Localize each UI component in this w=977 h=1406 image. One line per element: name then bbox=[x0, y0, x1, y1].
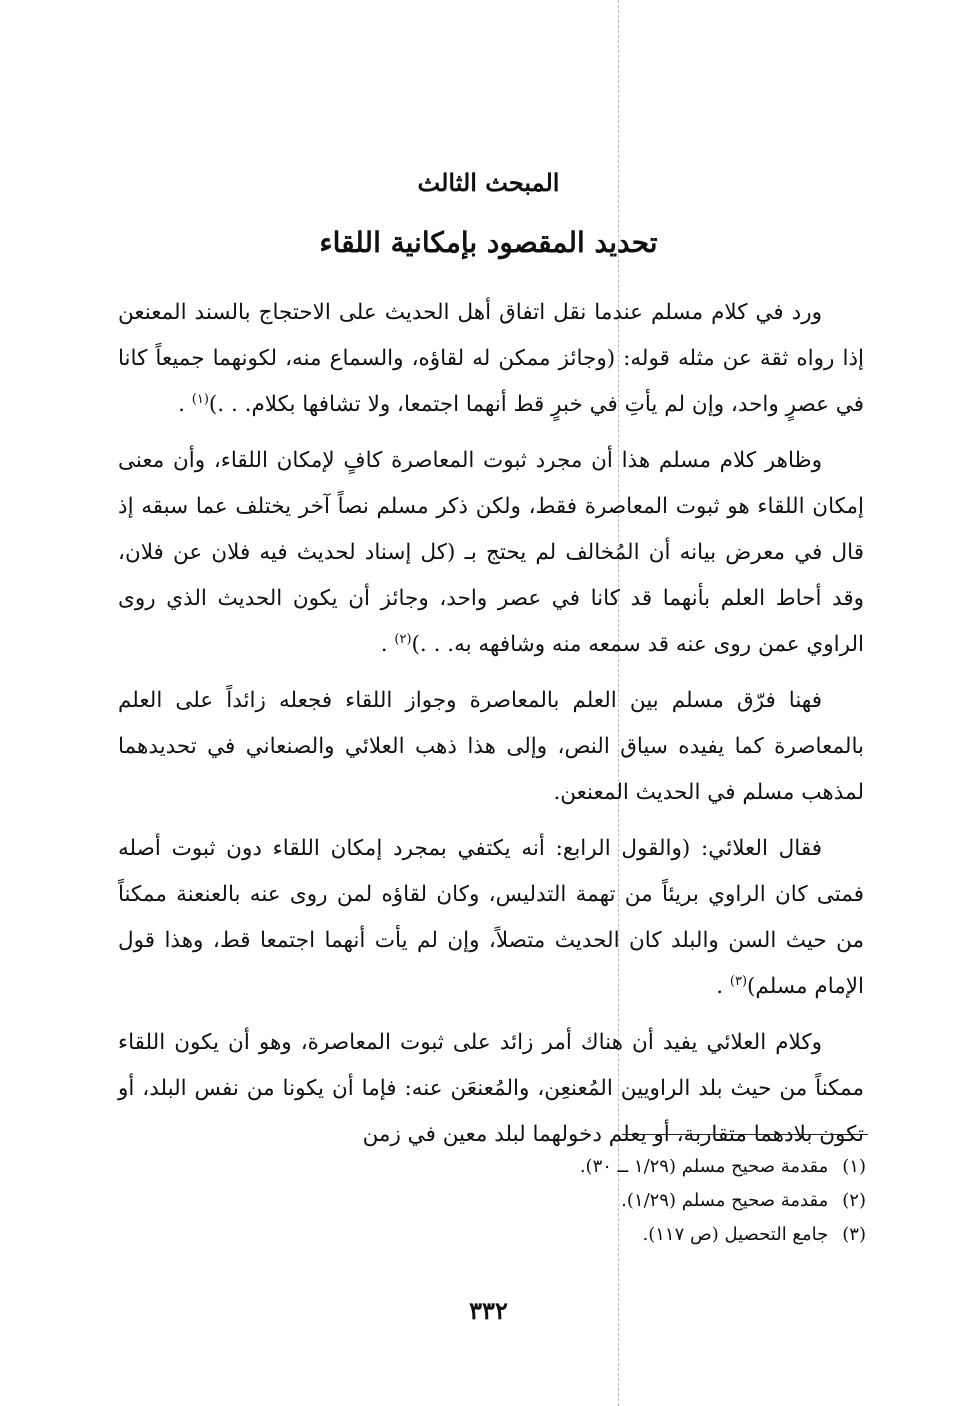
footnote-item bbox=[300, 1184, 866, 1218]
paragraph-1 bbox=[118, 290, 864, 428]
paragraph-end: . bbox=[178, 392, 192, 417]
page-number: ٣٣٢ bbox=[469, 1296, 508, 1325]
section-label: المبحث الثالث bbox=[417, 168, 560, 197]
chapter-title: تحديد المقصود بإمكانية اللقاء bbox=[319, 226, 658, 259]
paragraph-2 bbox=[118, 438, 864, 668]
footnote-number: (٣) bbox=[842, 1224, 866, 1245]
footnote-number: (٢) bbox=[842, 1190, 866, 1211]
paragraph-end: . bbox=[380, 632, 395, 657]
footnote-text: مقدمة صحيح مسلم (١/٢٩). bbox=[621, 1190, 829, 1211]
paragraph-text: ورد في كلام مسلم عندما نقل اتفاق أهل الحديث على الاحتجاج بالسند المعنعن إذا رواه ثقة عن مثله قوله: (وجائز ممكن له لقاؤه، والسماع منه، لكونهما جميعاً كانا في عصرٍ واحد، وإن لم يأتِ في خبرٍ قط أنهما اجتمعا، ولا تشافها بكلام. . .) bbox=[118, 300, 864, 417]
footnote-item bbox=[300, 1150, 866, 1184]
paragraph-text: وكلام العلائي يفيد أن هناك أمر زائد على ثبوت المعاصرة، وهو أن يكون اللقاء ممكناً من حيث بلد الراويين المُعنعِن، والمُعنعَن عنه: فإما أن يكونا من نفس البلد، أو تكون بلادهما متقاربة، أو يعلم دخولهما لبلد معين في زمن bbox=[118, 1030, 864, 1147]
footnote-ref: (٣) bbox=[729, 973, 748, 989]
paragraph-text: فقال العلائي: (والقول الرابع: أنه يكتفي بمجرد إمكان اللقاء دون ثبوت أصله فمتى كان الراوي بريئاً من تهمة التدليس، وكان لقاؤه لمن روى عنه بالعنعنة ممكناً من حيث السن والبلد كان الحديث متصلاً، وإن لم يأت أنهما اجتمعا قط، وهذا قول الإمام مسلم) bbox=[118, 836, 864, 999]
footnote-ref: (١) bbox=[191, 391, 209, 407]
paragraph-text: فهنا فرّق مسلم بين العلم بالمعاصرة وجواز اللقاء فجعله زائداً على العلم بالمعاصرة كما يفيده سياق النص، وإلى هذا ذهب العلائي والصنعاني في تحديدهما لمذهب مسلم في الحديث المعنعن. bbox=[118, 688, 864, 805]
footnotes bbox=[300, 1150, 866, 1252]
footnote-text: جامع التحصيل (ص ١١٧). bbox=[642, 1224, 829, 1245]
paragraph-text: وظاهر كلام مسلم هذا أن مجرد ثبوت المعاصرة كافٍ لإمكان اللقاء، وأن معنى إمكان اللقاء هو ثبوت المعاصرة فقط، ولكن ذكر مسلم نصاً آخر يختلف عما سبقه إذ قال في معرض بيانه أن المُخالف لم يحتج بـ (كل إسناد لحديث فيه فلان عن فلان، وقد أحاط العلم بأنهما قد كانا في عصر واحد، وجائز أن يكون الحديث الذي روى الراوي عمن روى عنه قد سمعه منه وشافهه به. . .) bbox=[118, 448, 864, 657]
footnote-number: (١) bbox=[842, 1156, 866, 1177]
paragraph-4 bbox=[118, 826, 864, 1010]
footnote-item bbox=[300, 1218, 866, 1252]
footnote-separator bbox=[622, 1134, 868, 1135]
body-text bbox=[118, 290, 864, 1168]
paragraph-3 bbox=[118, 678, 864, 816]
paragraph-end: . bbox=[716, 974, 730, 999]
footnote-text: مقدمة صحيح مسلم (١/٢٩ ــ ٣٠). bbox=[579, 1156, 829, 1177]
paragraph-5 bbox=[118, 1020, 864, 1158]
footnote-ref: (٢) bbox=[394, 631, 412, 647]
